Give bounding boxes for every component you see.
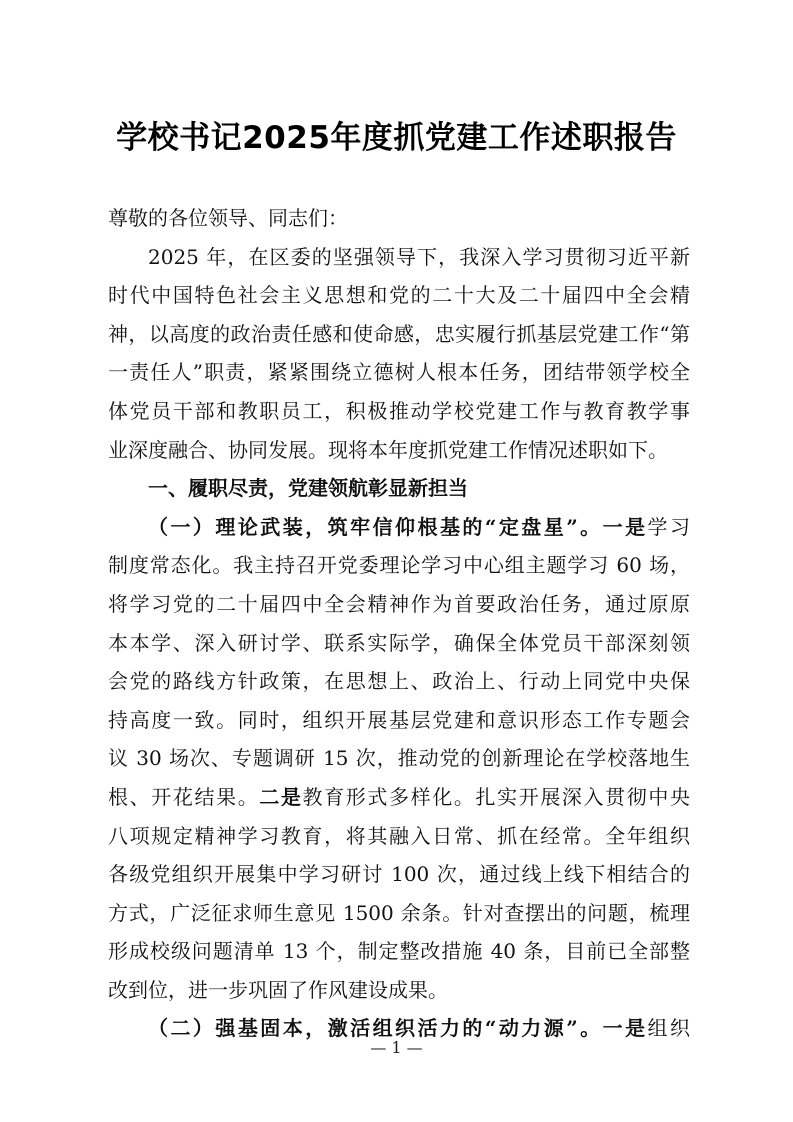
paragraph-line: 各级党组织开展集中学习研讨 100 次，通过线上线下相结合的: [108, 862, 690, 887]
line-tail: 学习: [647, 514, 691, 539]
paragraph-line: 一责任人”职责，紧紧围绕立德树人根本任务，团结带领学校全: [108, 360, 690, 385]
section-heading: 一、履职尽责，党建领航彰显新担当: [148, 476, 468, 501]
salutation: 尊敬的各位领导、同志们：: [108, 206, 348, 230]
lead-marker: 二是: [259, 784, 303, 809]
paragraph-line: [108, 778, 690, 817]
subsection-heading: （一）理论武装，筑牢信仰根基的“定盘星”。: [148, 514, 603, 539]
paragraph-line: 业深度融合、协同发展。现将本年度抓党建工作情况述职如下。: [108, 437, 668, 462]
subsection-line: [108, 508, 690, 547]
paragraph-line: 改到位，进一步巩固了作风建设成果。: [108, 977, 448, 1002]
paragraph-line: 八项规定精神学习教育，将其融入日常、抓在经常。全年组织: [108, 823, 690, 848]
lead-marker: 一是: [602, 514, 648, 539]
paragraph-line: 时代中国特色社会主义思想和党的二十大及二十届四中全会精: [108, 283, 690, 308]
paragraph-line: 议 30 场次、专题调研 15 次，推动党的创新理论在学校落地生: [108, 746, 690, 771]
paragraph-line: 持高度一致。同时，组织开展基层党建和意识形态工作专题会: [108, 707, 690, 732]
paragraph-line: 方式，广泛征求师生意见 1500 余条。针对查摆出的问题，梳理: [108, 900, 690, 925]
subsection-heading: （二）强基固本，激活组织活力的“动力源”。: [148, 1016, 603, 1041]
lead-marker: 一是: [602, 1016, 648, 1041]
paragraph-line: 会党的路线方针政策，在思想上、政治上、行动上同党中央保: [108, 669, 690, 694]
document-title: 学校书记2025年度抓党建工作述职报告: [116, 120, 677, 156]
paragraph-line: 神，以高度的政治责任感和使命感，忠实履行抓基层党建工作“第: [108, 321, 690, 346]
line-tail: 组织: [647, 1016, 691, 1041]
line-head: 根、开花结果。: [108, 784, 260, 809]
paragraph-line: 形成校级问题清单 13 个，制定整改措施 40 条，目前已全部整: [108, 939, 690, 964]
paragraph-line: 体党员干部和教职员工，积极推动学校党建工作与教育教学事: [108, 398, 690, 423]
paragraph-line: 制度常态化。我主持召开党委理论学习中心组主题学习 60 场，: [108, 553, 690, 578]
document-body: [108, 199, 690, 1048]
page-number: — 1 —: [370, 1038, 423, 1057]
paragraph-line: 将学习党的二十届四中全会精神作为首要政治任务，通过原原: [108, 591, 690, 616]
line-tail: 教育形式多样化。扎实开展深入贯彻中央: [302, 784, 691, 809]
paragraph-line: 2025 年，在区委的坚强领导下，我深入学习贯彻习近平新: [148, 244, 690, 269]
paragraph-line: 本本学、深入研讨学、联系实际学，确保全体党员干部深刻领: [108, 630, 690, 655]
